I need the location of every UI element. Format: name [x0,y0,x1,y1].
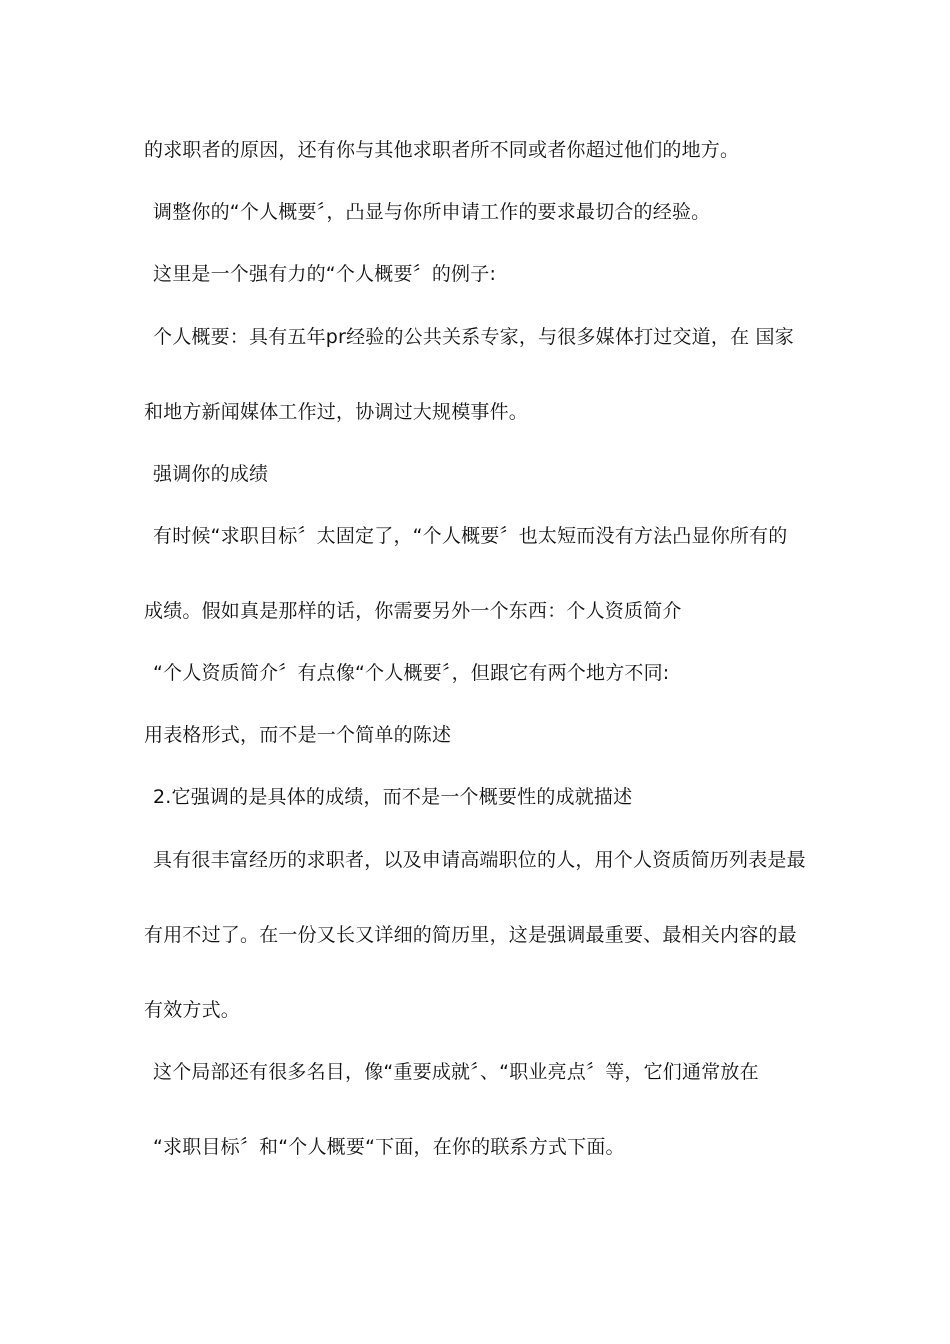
text-line-2: 调整你的“个人概要〞，凸显与你所申请工作的要求最切合的经验。 [153,201,711,223]
text-line-5: 和地方新闻媒体工作过，协调过大规模事件。 [144,401,529,423]
section-heading: 强调你的成绩 [153,463,269,485]
list-item-2: 2.它强调的是具体的成绩，而不是一个概要性的成就描述 [153,786,633,808]
text-line-15: 这个局部还有很多名目，像“重要成就〞、“职业亮点〞等，它们通常放在 [153,1061,759,1083]
text-line-12: 具有很丰富经历的求职者，以及申请高端职位的人，用个人资质简历列表是最 [153,849,806,871]
text-line-7: 有时候“求职目标〞太固定了，“个人概要〞也太短而没有方法凸显你所有的 [153,525,788,547]
text-line-1: 的求职者的原因，还有你与其他求职者所不同或者你超过他们的地方。 [144,139,740,161]
text-line-8: 成绩。假如真是那样的话，你需要另外一个东西：个人资质简介 [144,600,682,622]
text-line-13: 有用不过了。在一份又长又详细的简历里，这是强调最重要、最相关内容的最 [144,924,797,946]
text-line-14: 有效方式。 [144,999,241,1021]
list-item-1: 用表格形式，而不是一个简单的陈述 [144,724,452,746]
text-line-3: 这里是一个强有力的“个人概要〞的例子: [153,263,497,285]
text-line-16: “求职目标〞和“个人概要“下面，在你的联系方式下面。 [153,1136,625,1158]
text-line-9: “个人资质简介〞有点像“个人概要〞，但跟它有两个地方不同: [153,662,670,684]
text-line-4: 个人概要：具有五年pr经验的公共关系专家，与很多媒体打过交道，在 国家 [153,326,794,348]
